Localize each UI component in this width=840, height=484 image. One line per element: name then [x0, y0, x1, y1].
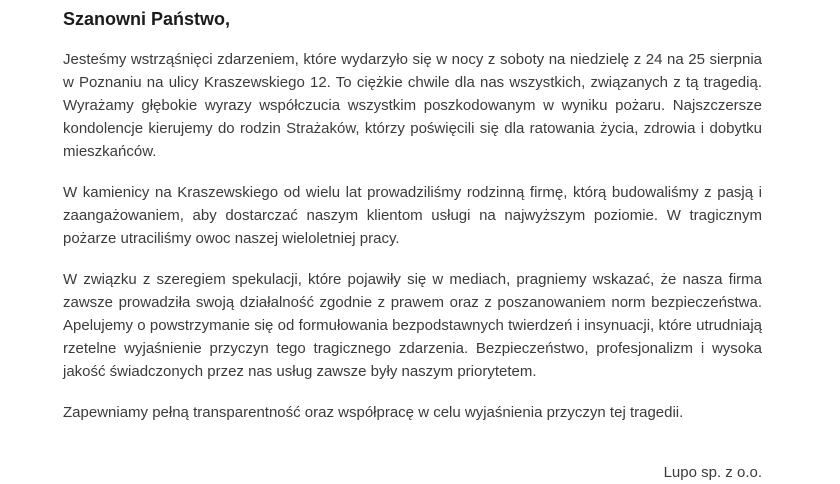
- letter-signature: Lupo sp. z o.o.: [663, 464, 762, 481]
- letter-salutation: Szanowni Państwo,: [63, 9, 231, 29]
- letter-paragraph-speculations: W związku z szeregiem spekulacji, które pojawiły się w mediach, pragniemy wskazać, że nasza firma zawsze prowadziła swoją działalność zgodnie z prawem oraz z poszanowaniem norm bezpieczeństwa. Apelujemy o powstrzymanie się od formułowania bezpodstawnych twierdzeń i insynuacji, które utrudniają rzetelne wyjaśnienie przyczyn tego tragicznego zdarzenia. Bezpieczeństwo, profesjonalizm i wysoka jakość świadczonych przez nas usług zawsze były naszym priorytetem.: [63, 271, 762, 380]
- letter-paragraph-condolences: Jesteśmy wstrząśnięci zdarzeniem, które wydarzyło się w nocy z soboty na niedzielę z 24 na 25 sierpnia w Poznaniu na ulicy Kraszewskiego 12. To ciężkie chwile dla nas wszystkich, związanych z tą tragedią. Wyrażamy głębokie wyrazy współczucia wszystkim poszkodowanym w wyniku pożaru. Najszczersze kondolencje kierujemy do rodzin Strażaków, którzy poświęcili się dla ratowania życia, zdrowia i dobytku mieszkańców.: [63, 51, 762, 160]
- letter-paragraph-transparency: Zapewniamy pełną transparentność oraz współpracę w celu wyjaśnienia przyczyn tej tragedii.: [63, 404, 684, 421]
- letter-paragraph-family-business: W kamienicy na Kraszewskiego od wielu lat prowadziliśmy rodzinną firmę, którą budowaliśmy z pasją i zaangażowaniem, aby dostarczać naszym klientom usługi na najwyższym poziomie. W tragicznym pożarze utraciliśmy owoc naszej wieloletniej pracy.: [63, 184, 762, 247]
